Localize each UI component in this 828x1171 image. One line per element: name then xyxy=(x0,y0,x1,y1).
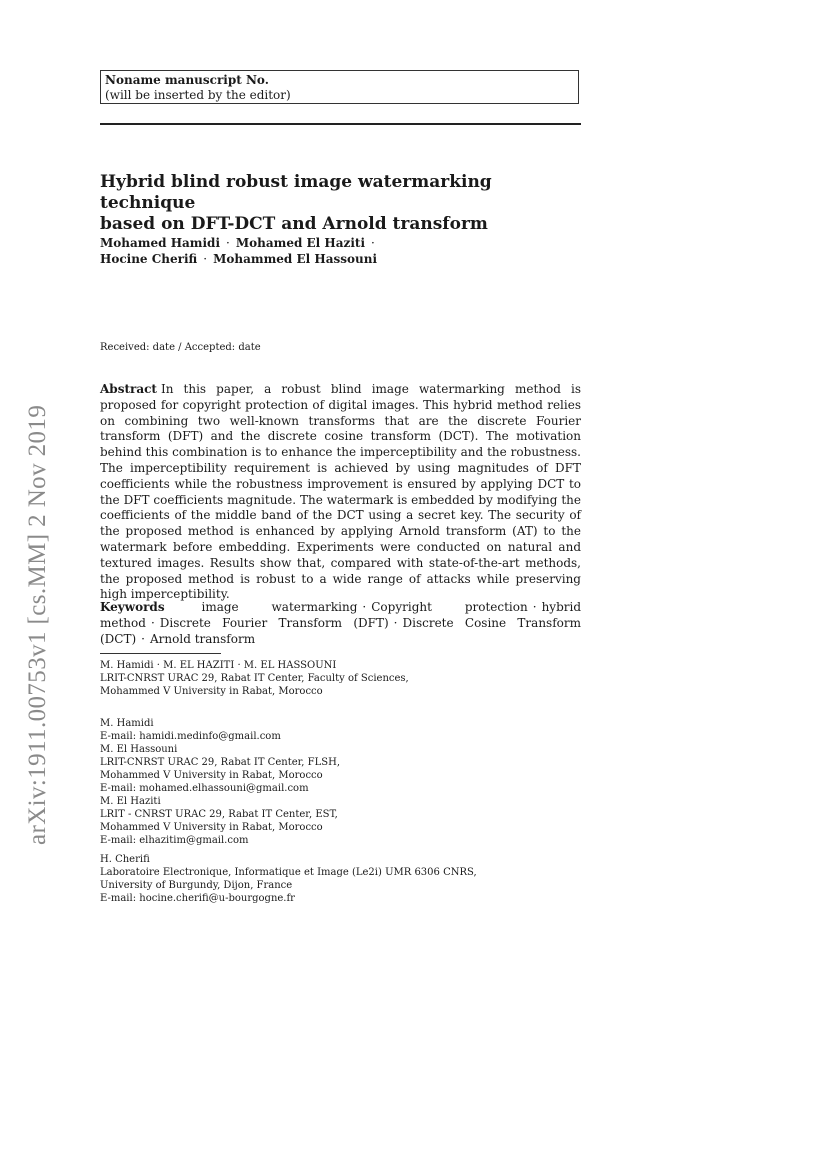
keyword: Copyright protection xyxy=(371,600,528,614)
abstract xyxy=(100,382,581,603)
affiliation-line: Mohammed V University in Rabat, Morocco xyxy=(100,822,323,833)
affiliation-line: M. Hamidi · M. EL HAZITI · M. EL HASSOUNI xyxy=(100,660,337,671)
keywords xyxy=(100,600,581,647)
keyword: Discrete Fourier Transform (DFT) xyxy=(159,615,389,630)
author-name: Mohamed El Haziti xyxy=(235,236,366,250)
editor-note-box xyxy=(100,70,579,104)
keyword: Arnold transform xyxy=(150,631,256,646)
abstract-heading: Abstract xyxy=(100,382,157,396)
affiliation-line: Mohammed V University in Rabat, Morocco xyxy=(100,770,323,781)
affiliation-group-2 xyxy=(100,717,580,847)
author-separator: · xyxy=(203,252,208,266)
manuscript-number: Noname manuscript No. xyxy=(105,73,269,87)
received-accepted-date: Received: date / Accepted: date xyxy=(100,342,261,353)
author-name: Mohammed El Hassouni xyxy=(213,252,377,266)
affiliation-group-1 xyxy=(100,659,580,698)
abstract-text: In this paper, a robust blind image watermarking method is proposed for copyright protection of digital images. This hybrid method relies on combining two well-known transforms that are the discrete Fourier transform (DFT) and the discrete cosine transform (DCT). The motivation behind this combination is to enhance the imperceptibility and the robustness. The imperceptibility requirement is achieved by using magnitudes of DFT coefficients while the robustness improvement is ensured by applying DCT to the DFT coefficients magnitude. The watermark is embedded by modifying the coefficients of the middle band of the DCT using a secret key. The security of the proposed method is enhanced by applying Arnold transform (AT) to the watermark before embedding. Experiments were conducted on natural and textured images. Results show that, compared with state-of-the-art methods, the proposed method is robust to a wide range of attacks while preserving high imperceptibility. xyxy=(100,382,581,602)
author-name: Mohamed Hamidi xyxy=(100,236,221,250)
affiliation-line: LRIT - CNRST URAC 29, Rabat IT Center, EST, xyxy=(100,809,338,820)
affiliation-line: M. El Hassouni xyxy=(100,744,178,755)
affiliation-line: LRIT-CNRST URAC 29, Rabat IT Center, Faculty of Sciences, xyxy=(100,673,409,684)
paper-title xyxy=(100,172,590,235)
editor-insert-note: (will be inserted by the editor) xyxy=(105,88,291,102)
keywords-heading: Keywords xyxy=(100,600,165,614)
keyword: hybrid method xyxy=(100,600,582,630)
keyword-separator: · xyxy=(150,615,155,630)
keyword: Discrete Cosine Transform (DCT) xyxy=(100,615,581,646)
author-name: Hocine Cherifi xyxy=(100,252,198,266)
email-line: E-mail: hocine.cherifi@u-bourgogne.fr xyxy=(100,893,295,904)
title-line-1: Hybrid blind robust image watermarking technique xyxy=(100,172,492,213)
email-line: E-mail: elhazitim@gmail.com xyxy=(100,835,249,846)
keyword-separator: · xyxy=(393,615,398,630)
email-line: E-mail: hamidi.medinfo@gmail.com xyxy=(100,731,281,742)
keyword-separator: · xyxy=(532,600,537,614)
keyword-separator: · xyxy=(362,600,367,614)
author-separator: · xyxy=(226,236,230,250)
arxiv-identifier-stamp: arXiv:1911.00753v1 [cs.MM] 2 Nov 2019 xyxy=(24,404,51,845)
email-line: E-mail: mohamed.elhassouni@gmail.com xyxy=(100,783,309,794)
affiliation-line: University of Burgundy, Dijon, France xyxy=(100,880,293,891)
affiliation-group-3 xyxy=(100,853,580,905)
author-line-1 xyxy=(100,235,580,251)
footnote-rule xyxy=(100,653,221,654)
author-list xyxy=(100,235,580,267)
affiliation-line: LRIT-CNRST URAC 29, Rabat IT Center, FLSH, xyxy=(100,757,340,768)
keyword-separator: · xyxy=(141,631,145,646)
title-line-2: based on DFT-DCT and Arnold transform xyxy=(100,214,488,234)
affiliation-line: Mohammed V University in Rabat, Morocco xyxy=(100,686,323,697)
affiliation-line: M. Hamidi xyxy=(100,718,154,729)
affiliation-line: H. Cherifi xyxy=(100,854,150,865)
author-separator: · xyxy=(371,236,375,250)
author-line-2 xyxy=(100,251,580,267)
header-rule xyxy=(100,123,581,125)
affiliation-line: Laboratoire Electronique, Informatique et Image (Le2i) UMR 6306 CNRS, xyxy=(100,867,477,878)
keyword: image watermarking xyxy=(201,600,358,614)
affiliation-line: M. El Haziti xyxy=(100,796,161,807)
